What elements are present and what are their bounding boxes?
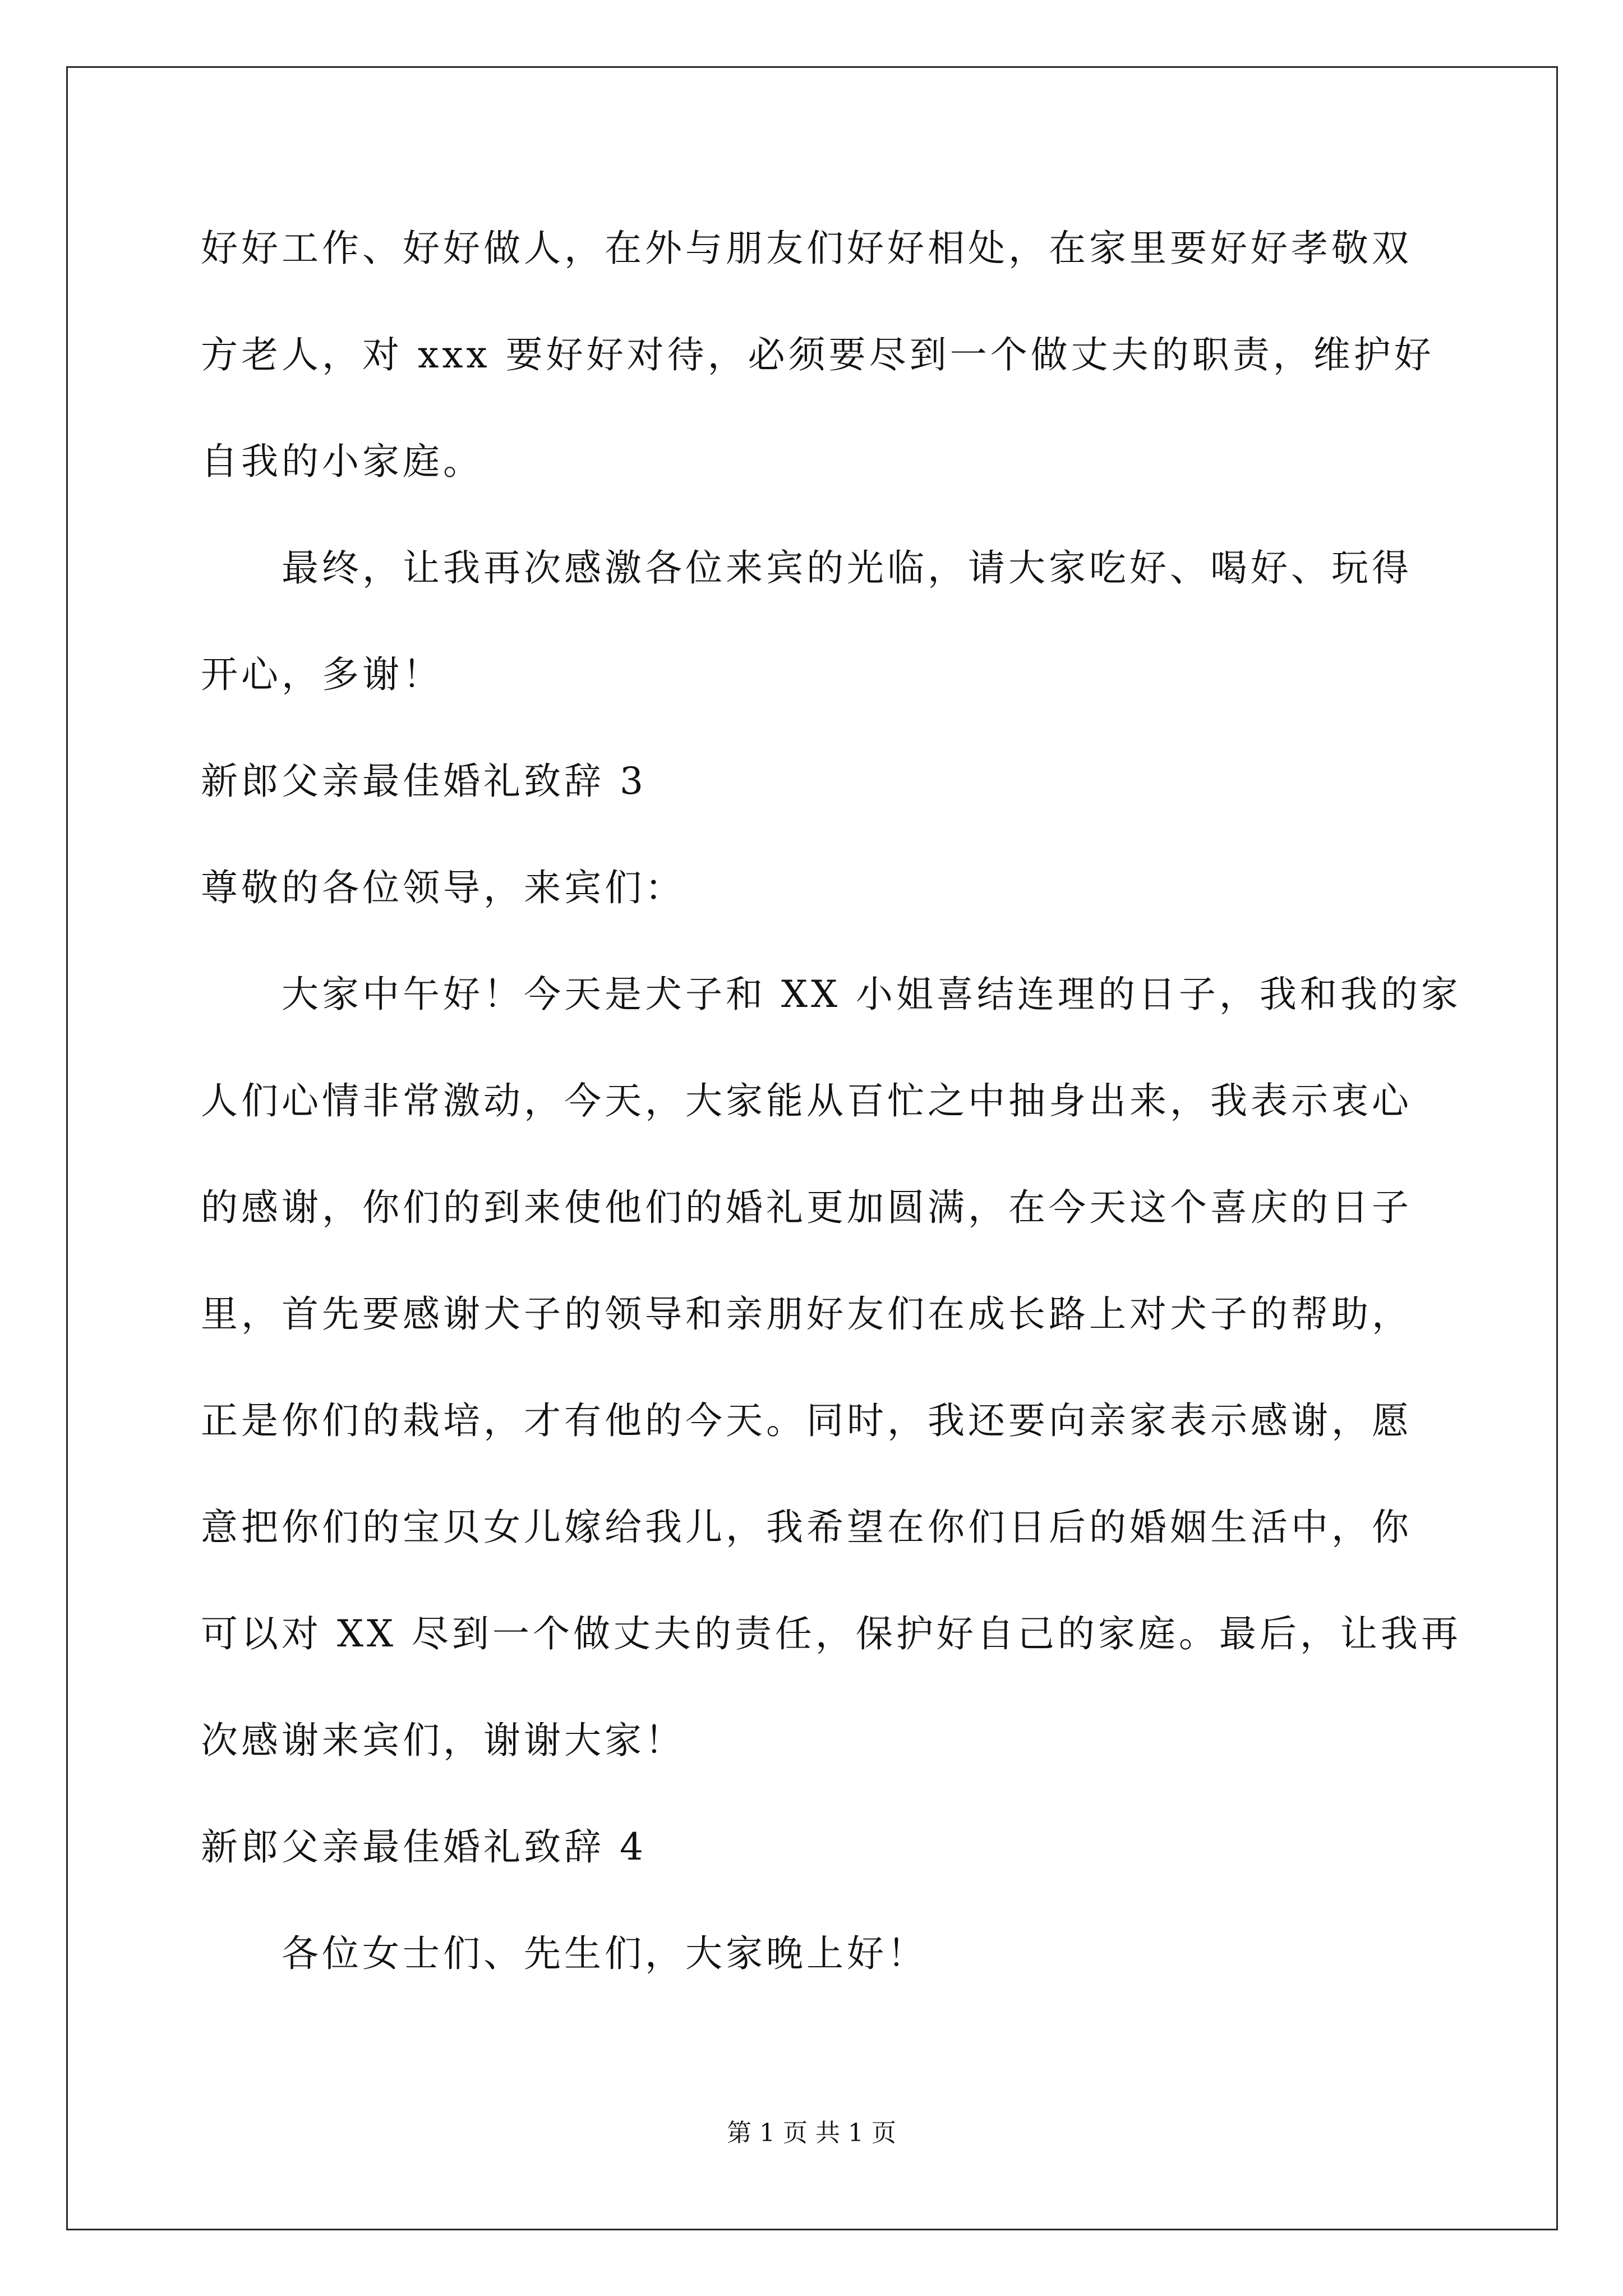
paragraph-line: 正是你们的栽培，才有他的今天。同时，我还要向亲家表示感谢，愿 — [201, 1399, 1412, 1442]
paragraph-line: 好好工作、好好做人，在外与朋友们好好相处，在家里要好好孝敬双 — [201, 227, 1412, 270]
paragraph-line: 的感谢，你们的到来使他们的婚礼更加圆满，在今天这个喜庆的日子 — [201, 1186, 1412, 1229]
paragraph-line: 大家中午好！今天是犬子和 XX 小姐喜结连理的日子，我和我的家 — [282, 973, 1461, 1016]
section-heading: 新郎父亲最佳婚礼致辞 4 — [201, 1825, 647, 1869]
paragraph-line: 开心，多谢！ — [201, 653, 443, 696]
paragraph-line: 次感谢来宾们，谢谢大家！ — [201, 1719, 685, 1762]
paragraph-line: 意把你们的宝贝女儿嫁给我儿，我希望在你们日后的婚姻生活中，你 — [201, 1506, 1412, 1549]
paragraph-line: 各位女士们、先生们，大家晚上好！ — [282, 1932, 928, 1975]
paragraph-line: 最终，让我再次感激各位来宾的光临，请大家吃好、喝好、玩得 — [282, 546, 1412, 590]
page-number-footer: 第 1 页 共 1 页 — [727, 2119, 896, 2147]
paragraph-line: 可以对 XX 尽到一个做丈夫的责任，保护好自己的家庭。最后，让我再 — [201, 1612, 1461, 1655]
paragraph-line: 自我的小家庭。 — [201, 440, 483, 483]
salutation-line: 尊敬的各位领导，来宾们： — [201, 866, 685, 909]
section-heading: 新郎父亲最佳婚礼致辞 3 — [201, 760, 647, 803]
paragraph-line: 里，首先要感谢犬子的领导和亲朋好友们在成长路上对犬子的帮助， — [201, 1292, 1412, 1336]
page-border — [66, 66, 1558, 2230]
paragraph-line: 方老人，对 xxx 要好好对待，必须要尽到一个做丈夫的职责，维护好 — [201, 333, 1435, 376]
paragraph-line: 人们心情非常激动，今天，大家能从百忙之中抽身出来，我表示衷心 — [201, 1079, 1412, 1122]
